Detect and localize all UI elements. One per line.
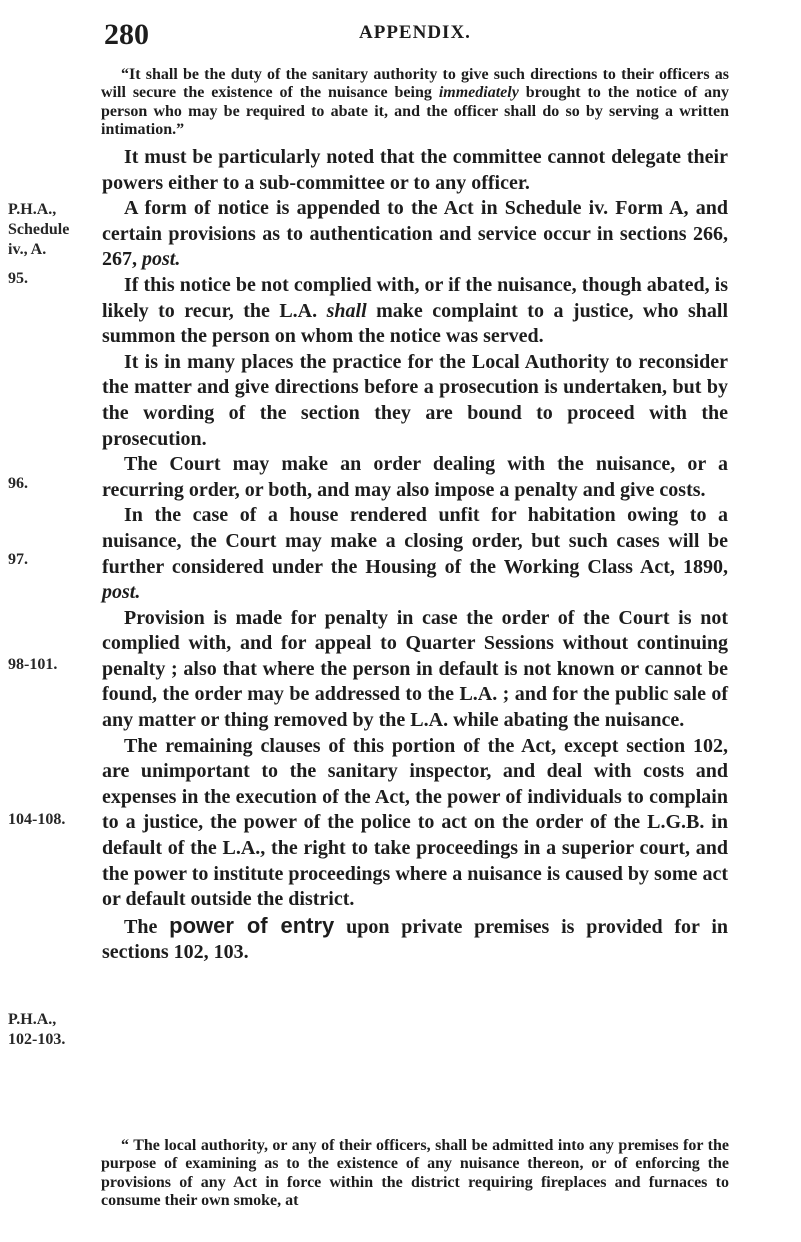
paragraph-text: The [124, 915, 158, 938]
margin-note: P.H.A., 102-103. [8, 1011, 66, 1048]
running-title: APPENDIX. [359, 22, 471, 43]
paragraph-text: In the case of a house rendered unfit for habitation owing to a nuisance, the Court may make a closing order, but such cases will be further considered under the Housing of the Working Class Act, 1890, [102, 504, 728, 578]
margin-note: 98-101. [8, 656, 58, 673]
paragraph: Provision is made for penalty in case the order of the Court is not complied with, and for appeal to Quarter Sessions without continuing penalty ; also that where the person in default is not known or cannot be found, the order may be addressed to the L.A. ; and for the public sale of any matter or thing removed by the L.A. while abating the nuisance. [102, 606, 728, 732]
paragraph-emphasis: shall [326, 299, 367, 322]
quote-line: their officers as will secure the existence of the nuisance being [101, 66, 730, 102]
paragraph [102, 913, 728, 966]
margin-note: P.H.A., Schedule iv., A. [8, 201, 70, 258]
paragraph [102, 273, 728, 350]
margin-note: 97. [8, 551, 28, 568]
paragraph-text: upon private premises is provided for in sections 102, 103. [102, 915, 729, 964]
margin-note: 95. [8, 270, 28, 287]
quote-emphasis: immediately [438, 84, 519, 102]
paragraph: The Court may make an order dealing with the nuisance, or a recurring order, or both, and may also impose a penalty and give costs. [102, 453, 728, 501]
quote-line: the officer shall do so by serving a written intimation.” [101, 102, 730, 139]
main-text [102, 145, 728, 966]
paragraph: It is in many places the practice for the Local Authority to reconsider the matter and give directions before a prosecution is undertaken, but by the wording of the section they are bound to proceed with the prosecution. [102, 350, 728, 450]
quote-line: “It shall be the duty of the sanitary authority to give such directions to [121, 66, 616, 83]
paragraph [102, 196, 728, 273]
paragraph-emphasis: post. [102, 581, 141, 604]
margin-note: 104-108. [8, 811, 66, 828]
paragraph-emphasis: power of entry [169, 912, 335, 938]
margin-note: 96. [8, 475, 28, 492]
paragraph: It must be particularly noted that the committee cannot delegate their powers either to a sub-committee or to any officer. [102, 146, 728, 194]
paragraph-emphasis: post. [142, 248, 181, 271]
paragraph-text: If this notice be not complied with, or if the nuisance, though abated, is likely to recur, the L.A. [102, 273, 728, 322]
paragraph-text: make complaint to a justice, who shall summon the person on whom the notice was served. [102, 299, 729, 348]
paragraph [102, 503, 728, 605]
quote-line: brought to the notice of any person who may be required to abate it, and [101, 84, 729, 120]
closing-quote: “ The local authority, or any of their officers, shall be admitted into any premises for the purpose of examining as to the existence of any nuisance thereon, or of enforcing the provisions of any Act in force within the district requiring fireplaces and furnaces to consume their own smoke, at [101, 1137, 729, 1210]
page-header [104, 18, 724, 58]
paragraph-text: A form of notice is appended to the Act in Schedule iv. Form A, and certain provisions as to authentication and service occur in sections 266, 267, [102, 197, 728, 271]
opening-quote [101, 66, 729, 140]
page-number: 280 [104, 18, 149, 51]
paragraph: The remaining clauses of this portion of the Act, except section 102, are unimportant to the sanitary inspector, and deal with costs and expenses in the execution of the Act, the power of individuals to complain to a justice, the power of the police to act on the order of the L.G.B. in default of the L.A., the right to take proceedings in a superior court, and the power to institute proceedings where a nuisance is caused by some act or default outside the district. [102, 734, 728, 911]
